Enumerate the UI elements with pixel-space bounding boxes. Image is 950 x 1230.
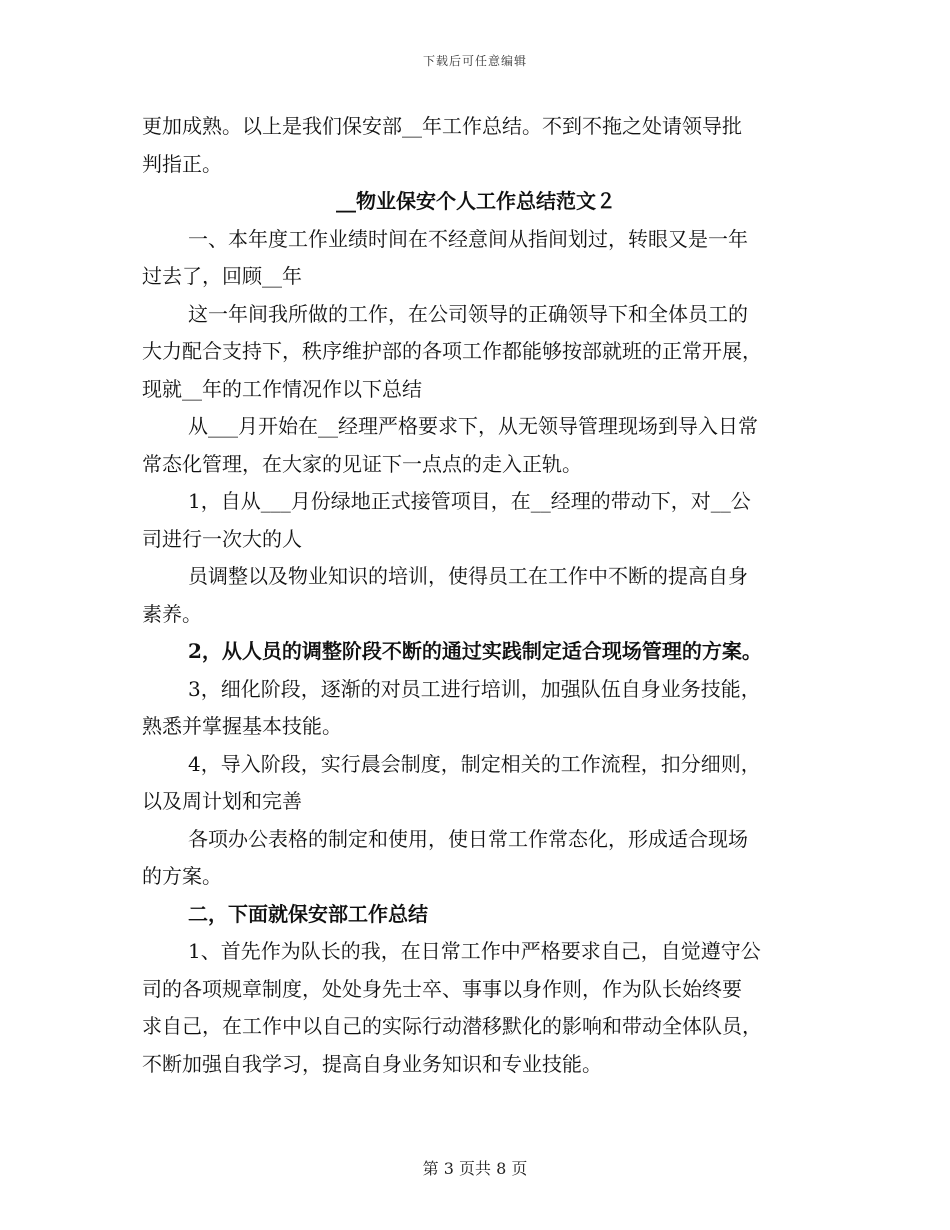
document-body [142, 108, 810, 1083]
paragraph-training [142, 558, 810, 633]
paragraph-item-3 [142, 671, 810, 746]
page-number: 第 3 页共 8 页 [422, 1159, 528, 1178]
text-line: 司的各项规章制度，处处身先士卒、事事以身作则，作为队长始终要 [142, 976, 742, 1001]
text-line: 的方案。 [142, 864, 222, 888]
text-line: 二，下面就保安部工作总结 [188, 901, 428, 926]
text-line: 更加成熟。以上是我们保安部__年工作总结。不到不拖之处请领导批 [142, 114, 742, 138]
text-line: 3，细化阶段，逐渐的对员工进行培训，加强队伍自身业务技能， [188, 676, 761, 701]
text-line: 素养。 [142, 601, 202, 626]
text-line: 各项办公表格的制定和使用，使日常工作常态化，形成适合现场 [188, 826, 748, 851]
text-line: 从___月开始在__经理严格要求下，从无领导管理现场到导入日常 [188, 414, 758, 438]
section-title: __物业保安个人工作总结范文２ [336, 189, 616, 213]
paragraph-year-review [142, 296, 810, 409]
paragraph-closing [142, 108, 810, 183]
text-line: 求自己，在工作中以自己的实际行动潜移默化的影响和带动全体队员， [142, 1014, 762, 1038]
text-line: 不断加强自我学习，提高自身业务知识和专业技能。 [142, 1051, 602, 1076]
text-line: 现就__年的工作情况作以下总结 [142, 376, 422, 401]
text-line: 司进行一次大的人 [142, 526, 302, 551]
text-line: 4，导入阶段，实行晨会制度，制定相关的工作流程，扣分细则， [188, 751, 761, 776]
paragraph-item-2 [142, 633, 810, 671]
section-heading-two [142, 896, 810, 934]
text-line: 2，从人员的调整阶段不断的通过实践制定适合现场管理的方案。 [188, 639, 762, 663]
paragraph-forms [142, 821, 810, 896]
paragraph-captain [142, 933, 810, 1083]
text-line: 1，自从___月份绿地正式接管项目，在__经理的带动下，对__公 [188, 489, 751, 513]
text-line: 一、本年度工作业绩时间在不经意间从指间划过，转眼又是一年 [188, 226, 748, 251]
text-line: 熟悉并掌握基本技能。 [142, 714, 342, 738]
text-line: 这一年间我所做的工作，在公司领导的正确领导下和全体员工的 [188, 301, 748, 326]
text-line: 常态化管理，在大家的见证下一点点的走入正轨。 [142, 451, 582, 476]
text-line: 以及周计划和完善 [142, 789, 302, 813]
text-line: 员调整以及物业知识的培训，使得员工在工作中不断的提高自身 [188, 564, 748, 588]
paragraph-intro [142, 221, 810, 296]
text-line: 大力配合支持下，秩序维护部的各项工作都能够按部就班的正常开展， [142, 339, 762, 363]
text-line: 1、首先作为队长的我，在日常工作中严格要求自己，自觉遵守公 [188, 939, 761, 963]
text-line: 判指正。 [142, 151, 222, 176]
paragraph-item-4 [142, 746, 810, 821]
paragraph-management [142, 408, 810, 483]
page-header-note: 下载后可任意编辑 [422, 54, 527, 68]
paragraph-item-1 [142, 483, 810, 558]
text-line: 过去了，回顾__年 [142, 264, 302, 288]
